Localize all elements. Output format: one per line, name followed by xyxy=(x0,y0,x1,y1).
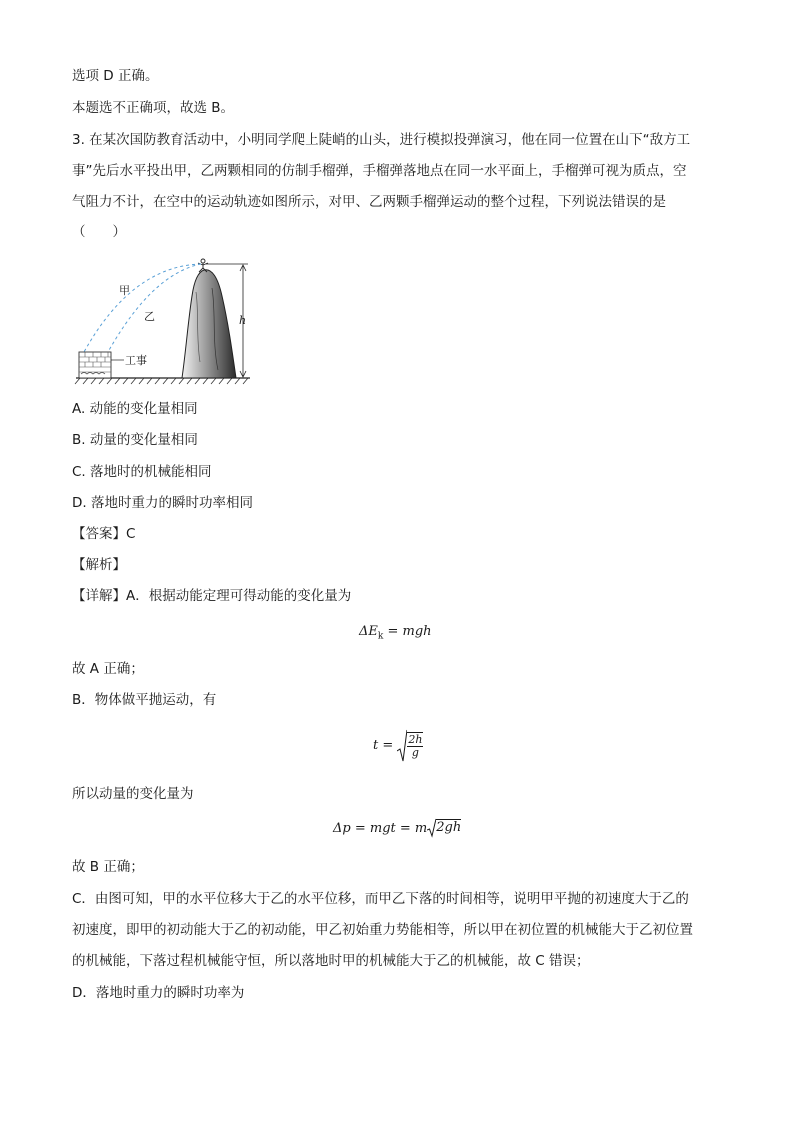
b-conclusion: 故 B 正确； xyxy=(72,859,144,875)
figure-drawing xyxy=(72,252,262,387)
eq2-lhs: t = xyxy=(373,738,398,753)
bunker-wall xyxy=(79,352,111,378)
text-line: 选项 D 正确。 xyxy=(72,68,159,84)
sqrt-symbol xyxy=(397,728,423,764)
cliff xyxy=(182,270,236,378)
option-c: C. 落地时的机械能相同 xyxy=(72,464,212,480)
eq2-num: 2h xyxy=(408,733,423,746)
label-yi: 乙 xyxy=(144,310,155,323)
question-text: 气阻力不计，在空中的运动轨迹如图所示，对甲、乙两颗手榴弹运动的整个过程，下列说法错误的是 xyxy=(72,194,666,210)
trajectory-jia xyxy=(84,264,201,352)
answer: 【答案】C xyxy=(72,526,136,542)
eq1-sub: k xyxy=(377,631,384,642)
eq3-rad: 2gh xyxy=(436,820,462,835)
question-text: 事”先后水平投出甲，乙两颗相同的仿制手榴弹，手榴弹落地点在同一水平面上，手榴弹可视为质点，空 xyxy=(72,163,687,179)
momentum-text: 所以动量的变化量为 xyxy=(72,786,194,802)
a-conclusion: 故 A 正确； xyxy=(72,661,144,677)
detail-b: B．物体做平抛运动，有 xyxy=(72,692,217,708)
detail-c: 初速度，即甲的初动能大于乙的初动能，甲乙初始重力势能相等，所以甲在初位置的机械能大于乙初位置 xyxy=(72,922,693,938)
detail-c: C．由图可知，甲的水平位移大于乙的水平位移，而甲乙下落的时间相等，说明甲平抛的初速度大于乙的 xyxy=(72,891,689,907)
projectile-figure xyxy=(72,252,262,387)
eq3-lhs: Δp = mgt = m xyxy=(333,820,428,836)
sqrt-symbol xyxy=(427,818,461,839)
option-b: B. 动量的变化量相同 xyxy=(72,432,198,448)
equation-time xyxy=(373,728,423,765)
eq1-lhs: ΔE xyxy=(359,624,378,639)
question-text: 3. 在某次国防教育活动中，小明同学爬上陡峭的山头，进行模拟投弹演习，他在同一位置在山下“敌方工 xyxy=(72,132,691,148)
detail-c: 的机械能，下落过程机械能守恒，所以落地时甲的机械能大于乙的机械能，故 C 错误； xyxy=(72,953,590,969)
eq2-den: g xyxy=(411,746,419,759)
label-gongshi: 工事 xyxy=(125,354,147,367)
equation-momentum xyxy=(333,818,461,839)
option-a: A. 动能的变化量相同 xyxy=(72,401,198,417)
analysis-heading: 【解析】 xyxy=(72,557,126,573)
text-line: 本题选不正确项，故选 B。 xyxy=(72,100,235,116)
label-jia: 甲 xyxy=(119,284,130,297)
label-h: h xyxy=(239,314,247,327)
question-paren: （ ） xyxy=(72,224,126,240)
eq1-rhs: = mgh xyxy=(383,624,432,639)
detail-a: 【详解】A．根据动能定理可得动能的变化量为 xyxy=(72,588,352,604)
detail-d: D．落地时重力的瞬时功率为 xyxy=(72,985,245,1001)
equation-kinetic-energy xyxy=(359,622,432,647)
option-d: D. 落地时重力的瞬时功率相同 xyxy=(72,495,253,511)
